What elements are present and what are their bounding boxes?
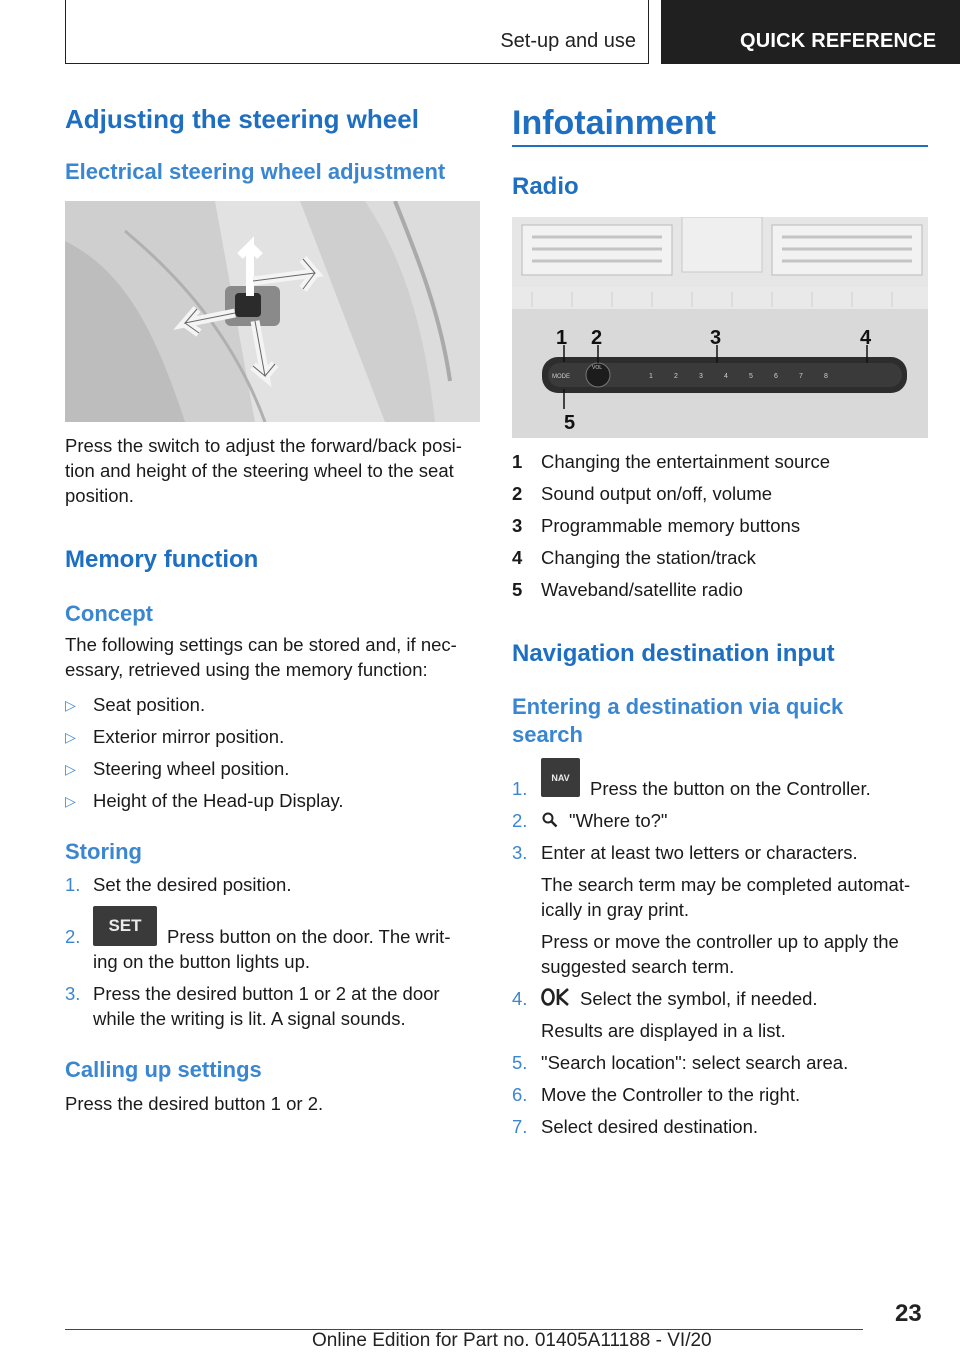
- step-number: 6.: [512, 1084, 528, 1105]
- preset-button-label: 7: [799, 373, 803, 380]
- legend-text: Waveband/satellite radio: [541, 579, 743, 600]
- steering-adjustment-figure: [65, 201, 480, 422]
- step-number: 3.: [65, 983, 81, 1004]
- bullet-item: Seat position.: [93, 694, 206, 715]
- step-number: 2.: [512, 810, 528, 831]
- nav-step-3-note2-line-1: Press or move the controller up to apply the: [541, 931, 899, 952]
- radio-callout: 2: [591, 327, 603, 349]
- bullet-triangle-icon: ▷: [65, 793, 76, 809]
- step-number: 1.: [512, 778, 528, 799]
- step-number: 5.: [512, 1052, 528, 1073]
- legend-number: 1: [512, 451, 523, 472]
- heading-storing: Storing: [65, 839, 142, 864]
- radio-callout: 4: [860, 327, 872, 349]
- radio-vol-label: VOL: [592, 365, 603, 371]
- bullet-triangle-icon: ▷: [65, 761, 76, 777]
- radio-callout: 1: [556, 327, 568, 349]
- step-number: 7.: [512, 1116, 528, 1137]
- storing-step-2-line-1: Press button on the door. The writ-: [167, 926, 451, 947]
- nav-button-icon: NAV: [541, 758, 580, 797]
- heading-navigation-destination-input: Navigation destination input: [512, 640, 835, 667]
- radio-panel-figure: [512, 217, 928, 438]
- preset-button-label: 8: [824, 373, 828, 380]
- heading-infotainment: Infotainment: [512, 104, 716, 142]
- calling-text: Press the desired button 1 or 2.: [65, 1093, 324, 1114]
- legend-number: 4: [512, 547, 523, 568]
- nav-step-5: "Search location": select search area.: [541, 1052, 849, 1073]
- concept-text-line-1: The following settings can be stored and, if nec-: [65, 634, 457, 655]
- footer-edition: Online Edition for Part no. 01405A11188 - VI/20: [312, 1330, 712, 1351]
- storing-step-3-line-2: while the writing is lit. A signal sounds.: [93, 1008, 406, 1029]
- storing-step-3-line-1: Press the desired button 1 or 2 at the door: [93, 983, 440, 1004]
- legend-text: Sound output on/off, volume: [541, 483, 773, 504]
- heading-adjusting-steering-wheel: Adjusting the steering wheel: [65, 104, 419, 134]
- heading-memory-function: Memory function: [65, 546, 259, 573]
- bullet-triangle-icon: ▷: [65, 697, 76, 713]
- nav-step-7: Select desired destination.: [541, 1116, 758, 1137]
- nav-step-2: "Where to?": [569, 810, 668, 831]
- preset-button-label: 4: [724, 373, 728, 380]
- heading-electrical-adjustment: Electrical steering wheel adjustment: [65, 159, 446, 184]
- radio-callout: 3: [710, 327, 722, 349]
- nav-step-3-note2-line-2: suggested search term.: [541, 956, 735, 977]
- infotainment-rule: [512, 145, 928, 147]
- nav-step-1: Press the button on the Controller.: [590, 778, 871, 799]
- preset-button-label: 6: [774, 373, 778, 380]
- legend-text: Changing the station/track: [541, 547, 756, 568]
- header-chapter-title: QUICK REFERENCE: [740, 30, 937, 52]
- nav-step-6: Move the Controller to the right.: [541, 1084, 801, 1105]
- step-number: 4.: [512, 988, 528, 1009]
- nav-step-3-note-line-2: ically in gray print.: [541, 899, 690, 920]
- heading-concept: Concept: [65, 601, 153, 626]
- step-number: 3.: [512, 842, 528, 863]
- page-number: 23: [895, 1300, 922, 1327]
- bullet-item: Steering wheel position.: [93, 758, 290, 779]
- header-section-title: Set-up and use: [500, 30, 636, 52]
- preset-button-label: 5: [749, 373, 753, 380]
- radio-mode-label: MODE: [552, 374, 570, 380]
- storing-step-1: Set the desired position.: [93, 874, 292, 895]
- step-number: 1.: [65, 874, 81, 895]
- heading-quick-search-line-1: Entering a destination via quick: [512, 694, 844, 719]
- bullet-item: Height of the Head-up Display.: [93, 790, 344, 811]
- heading-quick-search-line-2: search: [512, 722, 583, 747]
- legend-text: Programmable memory buttons: [541, 515, 801, 536]
- legend-text: Changing the entertainment source: [541, 451, 830, 472]
- preset-button-label: 2: [674, 373, 678, 380]
- ok-check-icon: [541, 987, 571, 1007]
- legend-number: 5: [512, 579, 523, 600]
- nav-step-4: Select the symbol, if needed.: [580, 988, 818, 1009]
- preset-button-label: 1: [649, 373, 653, 380]
- steering-text-line-3: position.: [65, 485, 134, 506]
- steering-text-line-1: Press the switch to adjust the forward/back posi-: [65, 435, 462, 456]
- bullet-triangle-icon: ▷: [65, 729, 76, 745]
- heading-calling-up-settings: Calling up settings: [65, 1057, 262, 1082]
- legend-number: 2: [512, 483, 523, 504]
- legend-number: 3: [512, 515, 523, 536]
- nav-step-3-note-line-1: The search term may be completed automat-: [541, 874, 911, 895]
- step-number: 2.: [65, 926, 81, 947]
- nav-step-4-note: Results are displayed in a list.: [541, 1020, 786, 1041]
- heading-radio: Radio: [512, 173, 579, 200]
- set-button-icon: SET: [93, 906, 157, 946]
- radio-callout: 5: [564, 412, 576, 434]
- search-icon: [541, 811, 559, 829]
- concept-text-line-2: essary, retrieved using the memory function:: [65, 659, 428, 680]
- preset-button-label: 3: [699, 373, 703, 380]
- storing-step-2-line-2: ing on the button lights up.: [93, 951, 311, 972]
- bullet-item: Exterior mirror position.: [93, 726, 285, 747]
- nav-step-3: Enter at least two letters or characters.: [541, 842, 858, 863]
- steering-text-line-2: tion and height of the steering wheel to the seat: [65, 460, 454, 481]
